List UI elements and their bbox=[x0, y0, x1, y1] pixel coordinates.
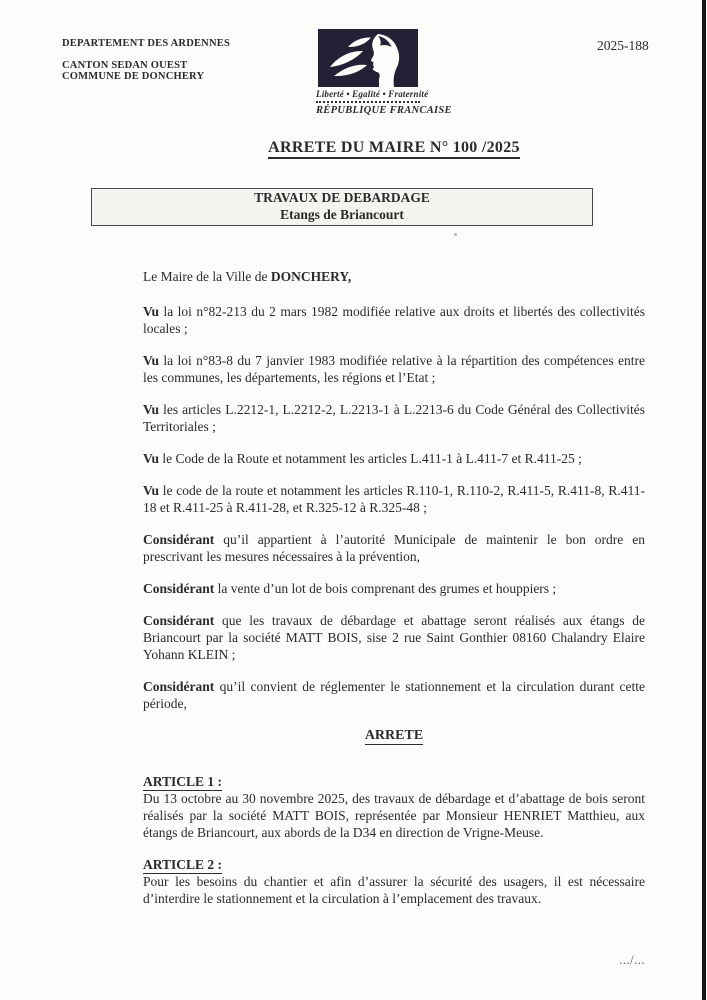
decision-heading bbox=[143, 727, 645, 744]
subject-box bbox=[91, 188, 593, 226]
article-2-heading bbox=[143, 856, 645, 873]
recital-lead: Vu bbox=[143, 353, 160, 368]
article-1-heading-text: ARTICLE 1 : bbox=[143, 774, 223, 789]
intro-prefix: Le Maire de la Ville de bbox=[143, 269, 271, 284]
recital-text: qu’il convient de réglementer le stationnement et la circulation durant cette période, bbox=[143, 679, 645, 711]
scan-speck-artifact bbox=[454, 233, 457, 236]
recital-text: le Code de la Route et notamment les articles L.411-1 à L.411-7 et R.411-25 ; bbox=[159, 451, 582, 466]
recital-text: les articles L.2212-1, L.2212-2, L.2213-1 à L.2213-6 du Code Général des Collectivités Territoriales ; bbox=[143, 402, 645, 434]
recital-vu-5 bbox=[143, 482, 645, 516]
article-2-text: Pour les besoins du chantier et afin d’assurer la sécurité des usagers, il est nécessaire d’interdire le stationnement et la circulation à l’emplacement des travaux. bbox=[143, 874, 645, 906]
continuation-mark: .../... bbox=[619, 953, 645, 967]
recital-text: que les travaux de débardage et abattage seront réalisés aux étangs de Briancourt par la société MATT BOIS, sise 2 rue Saint Gonthier 08160 Chalandry Elaire Yohann KLEIN ; bbox=[143, 613, 645, 662]
decree-title-text: ARRETE DU MAIRE N° 100 /2025 bbox=[268, 139, 520, 159]
article-2-heading-text: ARTICLE 2 : bbox=[143, 857, 223, 872]
recital-text: qu’il appartient à l’autorité Municipale de maintenir le bon ordre en prescrivant les mesures nécessaires à la prévention, bbox=[143, 532, 645, 564]
recital-lead: Vu bbox=[143, 483, 160, 498]
letterhead-authority bbox=[62, 38, 230, 83]
scan-edge-artifact bbox=[702, 0, 706, 1000]
decree-reference-number: 2025-188 bbox=[597, 38, 649, 53]
intro-line bbox=[143, 268, 645, 285]
marianne-icon bbox=[318, 29, 418, 87]
recital-lead: Considérant bbox=[143, 679, 215, 694]
recital-lead: Vu bbox=[143, 304, 160, 319]
recital-lead: Vu bbox=[143, 451, 160, 466]
logo-dotted-rule bbox=[316, 101, 420, 103]
subject-line-1: TRAVAUX DE DEBARDAGE bbox=[254, 190, 430, 205]
recital-considerant-2 bbox=[143, 580, 645, 597]
recital-considerant-1 bbox=[143, 531, 645, 565]
recital-text: la loi n°82-213 du 2 mars 1982 modifiée relative aux droits et libertés des collectivités locales ; bbox=[143, 304, 645, 336]
subject-line-2: Etangs de Briancourt bbox=[280, 206, 404, 222]
recital-vu-2 bbox=[143, 352, 645, 386]
letterhead-canton: CANTON SEDAN OUEST bbox=[62, 59, 188, 71]
recital-text: la vente d’un lot de bois comprenant des grumes et houppiers ; bbox=[214, 581, 557, 596]
recital-lead: Vu bbox=[143, 402, 160, 417]
republique-francaise-logo bbox=[316, 29, 452, 116]
recital-text: le code de la route et notamment les articles R.110-1, R.110-2, R.411-5, R.411-8, R.411-18 et R.411-25 à R.411-28, et R.325-12 à R.325-48 ; bbox=[143, 483, 645, 515]
recital-vu-4 bbox=[143, 450, 645, 467]
letterhead-commune: COMMUNE DE DONCHERY bbox=[62, 71, 205, 82]
decree-body bbox=[143, 268, 645, 922]
recital-considerant-3 bbox=[143, 612, 645, 663]
decision-heading-text: ARRETE bbox=[364, 728, 424, 743]
recital-considerant-4 bbox=[143, 678, 645, 712]
recital-vu-1 bbox=[143, 303, 645, 337]
article-1-heading bbox=[143, 773, 645, 790]
intro-commune-bold: DONCHERY, bbox=[270, 269, 352, 284]
decree-title bbox=[143, 139, 645, 157]
letterhead-department: DEPARTEMENT DES ARDENNES bbox=[62, 38, 230, 49]
recital-lead: Considérant bbox=[143, 532, 215, 547]
recital-lead: Considérant bbox=[143, 581, 215, 596]
logo-republic-label: RÉPUBLIQUE FRANCAISE bbox=[316, 105, 452, 116]
article-1-text: Du 13 octobre au 30 novembre 2025, des travaux de débardage et d’abattage de bois seront réalisés par la société MATT BOIS, représentée par Monsieur HENRIET Matthieu, aux étangs de Briancourt, aux abords de la D34 en direction de Vrigne-Meuse. bbox=[143, 791, 645, 840]
logo-motto: Liberté • Egalité • Fraternité bbox=[316, 89, 429, 99]
recital-text: la loi n°83-8 du 7 janvier 1983 modifiée relative à la répartition des compétences entre les communes, les départements, les régions et l’Etat ; bbox=[143, 353, 645, 385]
recital-vu-3 bbox=[143, 401, 645, 435]
recital-lead: Considérant bbox=[143, 613, 215, 628]
